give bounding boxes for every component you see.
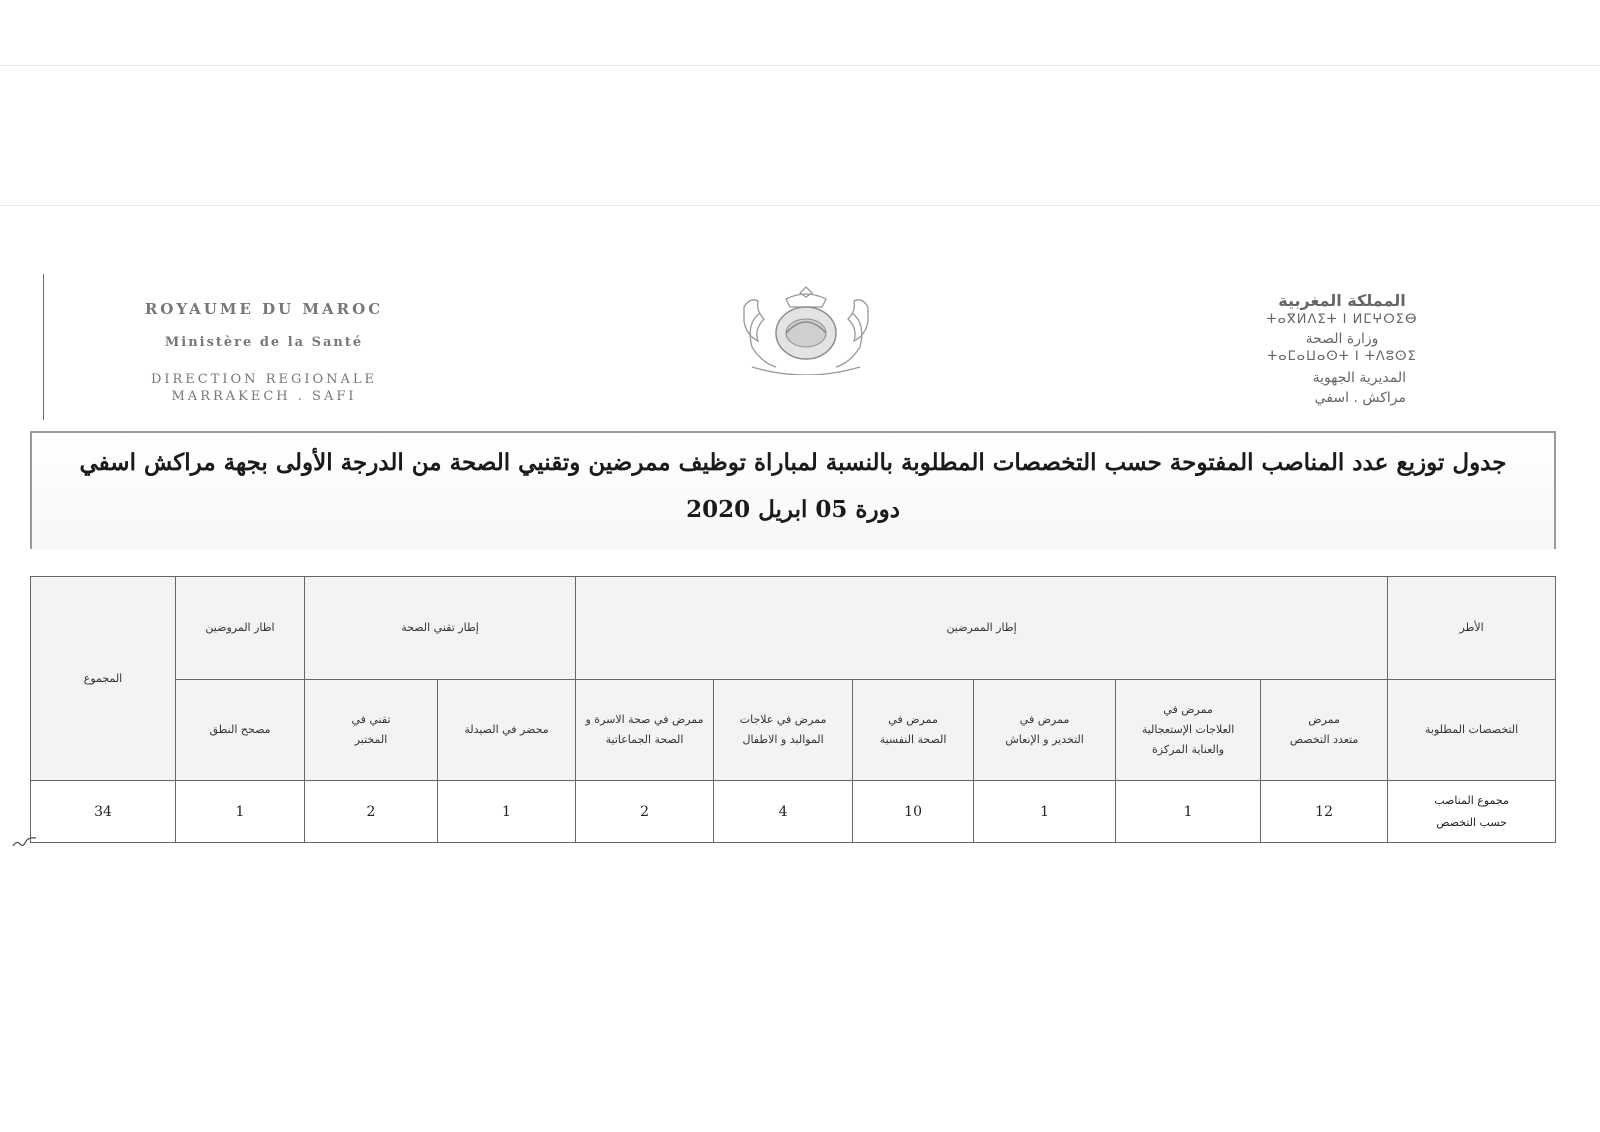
specialty-cell: مصحح النطق	[176, 680, 305, 781]
specialty-row	[31, 680, 1556, 781]
total-header: المجموع	[31, 577, 176, 781]
scan-line	[0, 205, 1600, 206]
session-date: دورة 05 ابريل 2020	[686, 496, 900, 523]
ar-region: مراكش . اسفي	[1314, 390, 1406, 406]
ar-ministry: وزارة الصحة	[1305, 331, 1379, 347]
specialties-label: التخصصات المطلوبة	[1388, 680, 1556, 781]
scan-line	[0, 65, 1600, 66]
row-label: مجموع المناصب حسب التخصص	[1388, 781, 1556, 843]
value-cell: 1	[438, 781, 576, 843]
corner-frames-label: الأطر	[1388, 577, 1556, 680]
fr-direction: DIRECTION REGIONALE	[150, 372, 378, 387]
table-header-row	[31, 577, 1556, 680]
value-cell: 1	[974, 781, 1116, 843]
header-left-rule	[43, 274, 44, 420]
tifinagh-kingdom: ⵜⴰⴳⵍⴷⵉⵜ ⵏ ⵍⵎⵖⵔⵉⴱ	[1266, 312, 1418, 327]
title-box	[30, 431, 1556, 549]
specialty-cell: محضر في الصيدلة	[438, 680, 576, 781]
document-title: جدول توزيع عدد المناصب المفتوحة حسب التخصصات المطلوبة بالنسبة لمباراة توظيف ممرضين وتقنيي الصحة من الدرجة الأولى بجهة مراكش اسفي	[79, 449, 1507, 476]
fr-ministry: Ministère de la Santé	[164, 335, 364, 350]
specialty-cell: ممرض في العلاجات الإستعجالية والعناية المركزة	[1116, 680, 1261, 781]
french-header	[74, 300, 454, 404]
specialty-cell: ممرض في التخدير و الإنعاش	[974, 680, 1116, 781]
value-cell: 1	[176, 781, 305, 843]
group-physiotherapists: اطار المروضين	[176, 577, 305, 680]
value-cell: 12	[1261, 781, 1388, 843]
value-cell: 4	[714, 781, 853, 843]
specialty-cell: ممرض في الصحة النفسية	[853, 680, 974, 781]
specialty-cell: ممرض متعدد التخصص	[1261, 680, 1388, 781]
fr-kingdom: ROYAUME DU MAROC	[144, 300, 384, 318]
value-cell: 10	[853, 781, 974, 843]
value-cell: 2	[576, 781, 714, 843]
group-health-technicians: إطار تقني الصحة	[305, 577, 576, 680]
pen-mark-icon	[12, 836, 38, 848]
coat-of-arms-emblem	[722, 283, 890, 375]
positions-table	[30, 576, 1556, 843]
value-cell: 1	[1116, 781, 1261, 843]
tifinagh-ministry: ⵜⴰⵎⴰⵡⴰⵙⵜ ⵏ ⵜⴷⵓⵙⵉ	[1267, 349, 1417, 364]
specialty-cell: ممرض في صحة الاسرة و الصحة الجماعاتية	[576, 680, 714, 781]
total-value: 34	[31, 781, 176, 843]
group-nurses: إطار الممرضين	[576, 577, 1388, 680]
value-cell: 2	[305, 781, 438, 843]
arabic-header	[1192, 291, 1492, 406]
fr-region: MARRAKECH . SAFI	[171, 389, 357, 404]
totals-row	[31, 781, 1556, 843]
specialty-cell: تقني في المختبر	[305, 680, 438, 781]
specialty-cell: ممرض في علاجات الموالبد و الاطفال	[714, 680, 853, 781]
ar-kingdom: المملكة المغربية	[1278, 291, 1406, 310]
ar-direction: المديرية الجهوية	[1312, 370, 1406, 386]
